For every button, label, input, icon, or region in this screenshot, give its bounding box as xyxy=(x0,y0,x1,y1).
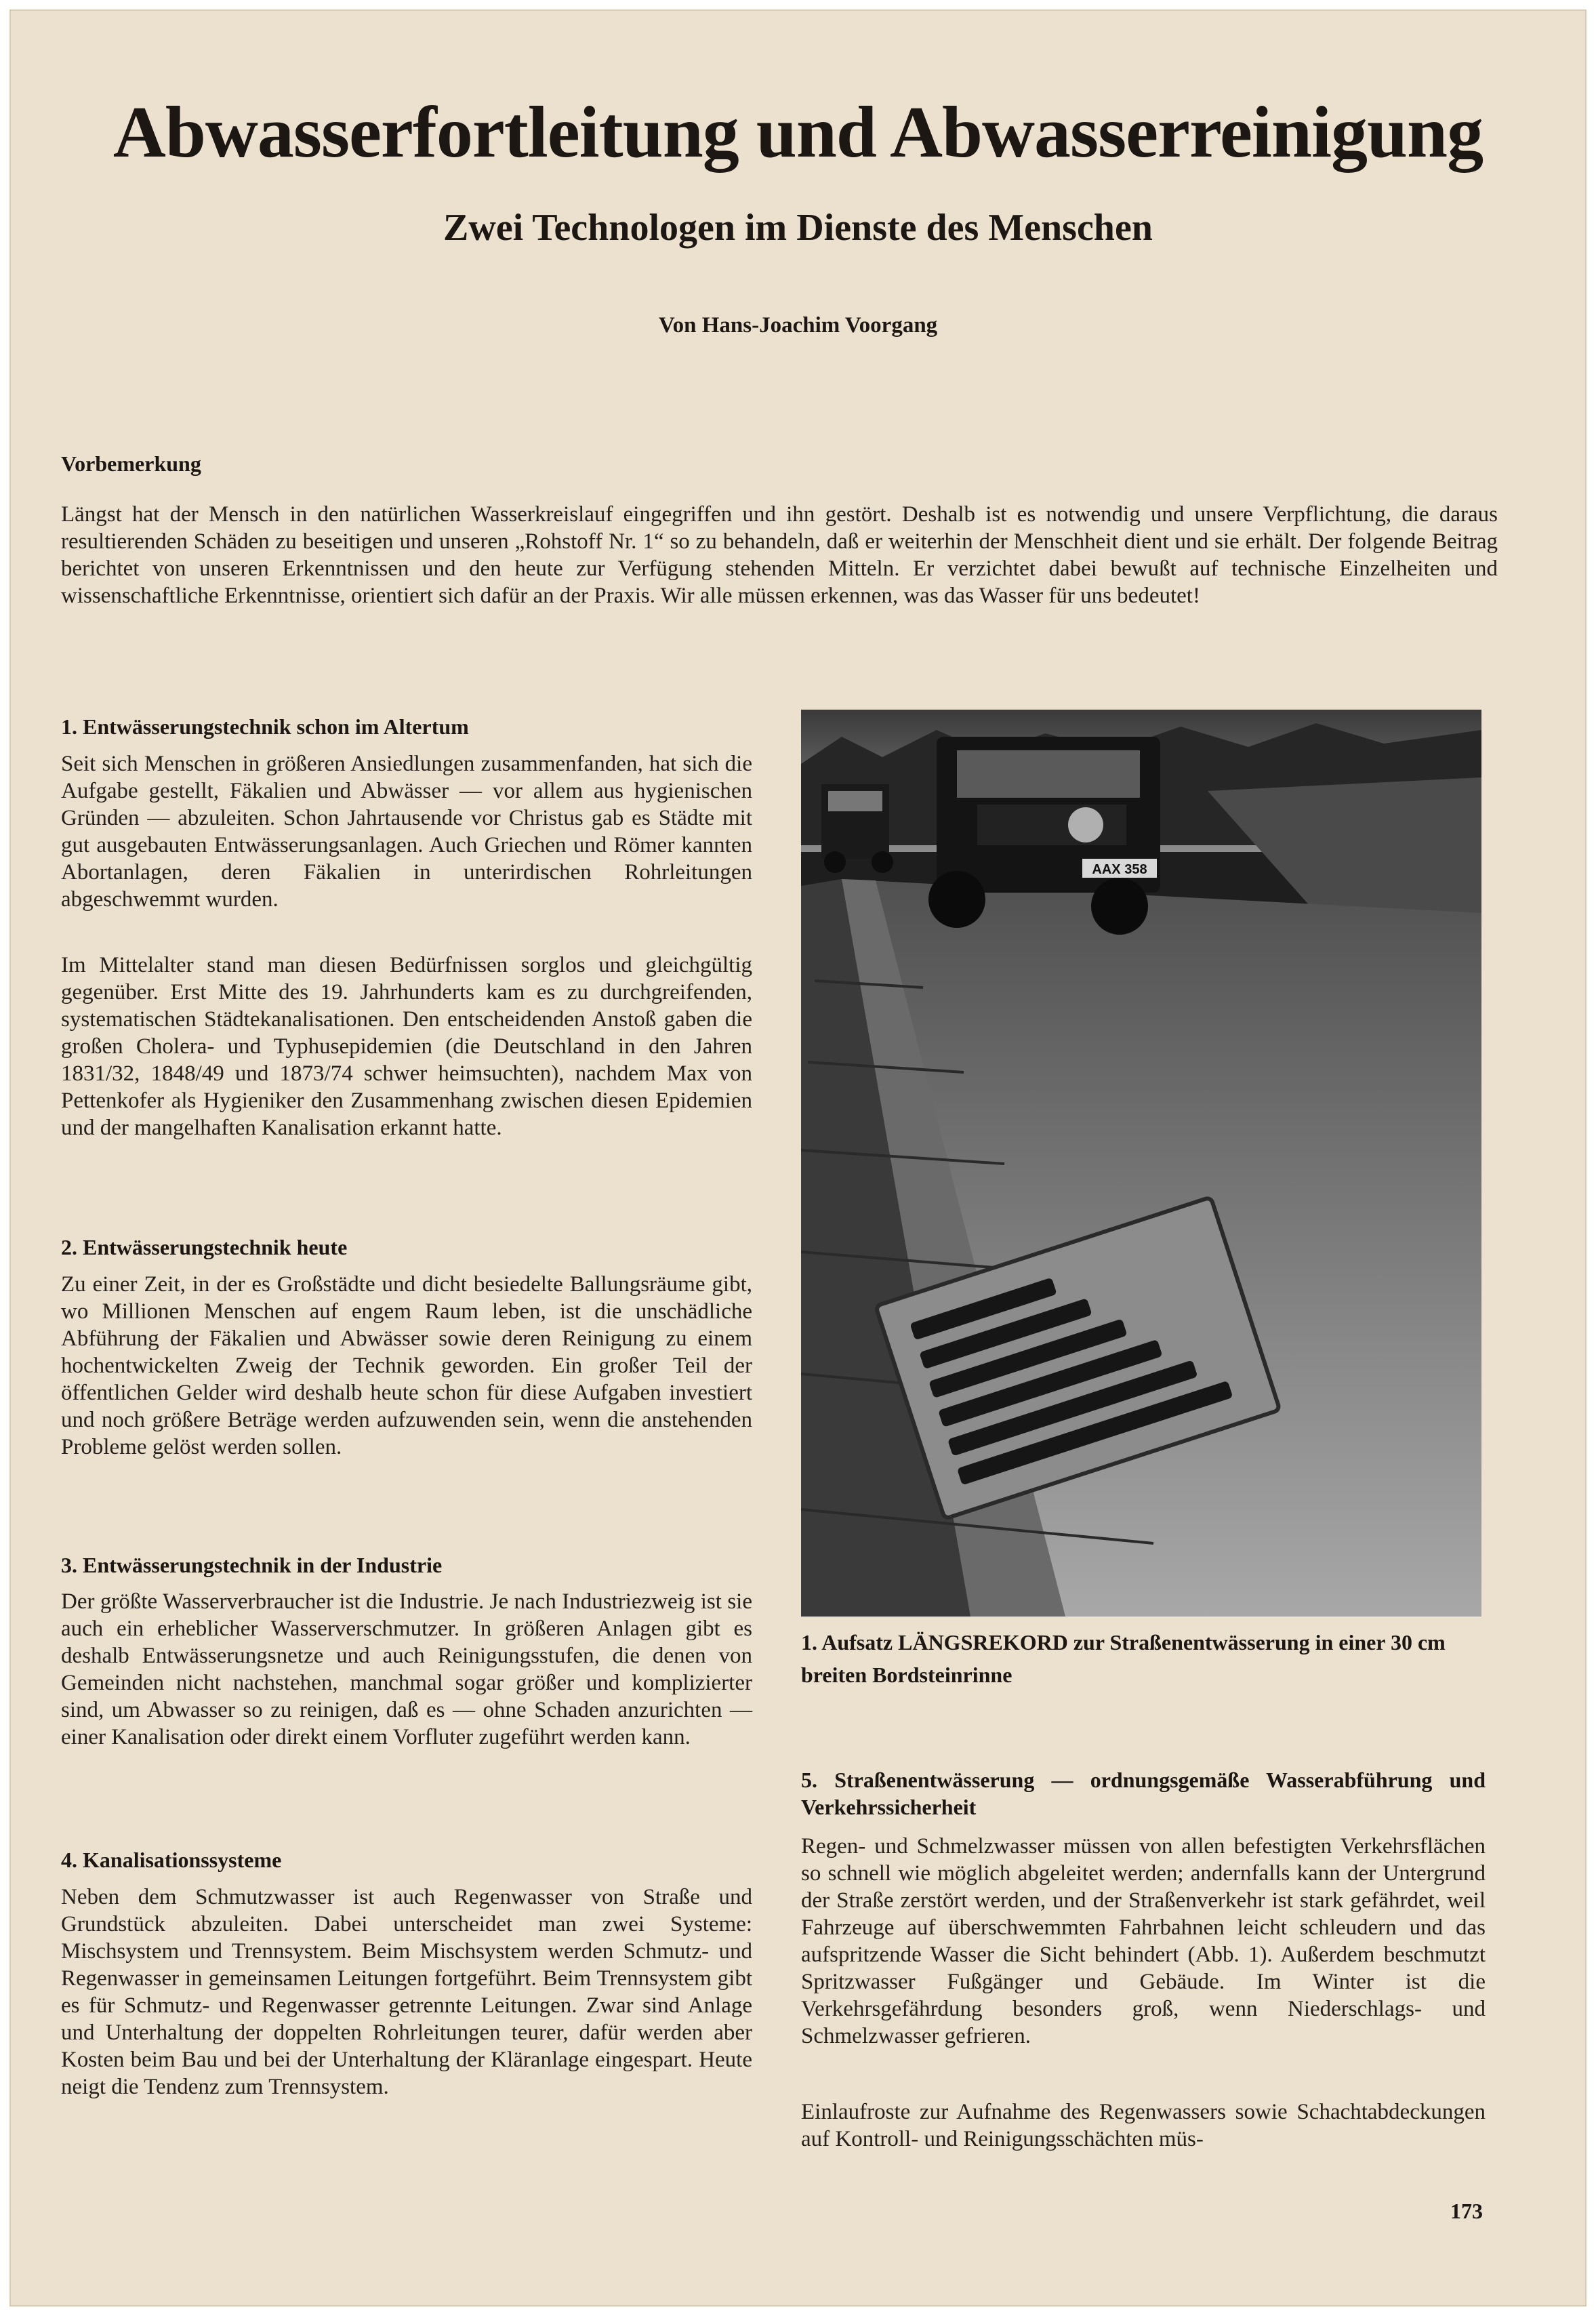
page-number: 173 xyxy=(1450,2199,1483,2223)
section-2-paragraph: Zu einer Zeit, in der es Großstädte und dicht besiedelte Ballungsräume gibt, wo Millionen Menschen auf engem Raum leben, ist die unschädliche Abführung der Fäkalien und Abwässer sowie deren Reinigung zu einem hochentwickelten Zweig der Technik geworden. Ein großer Teil der öffentlichen Gelder wird deshalb heute schon für diese Aufgaben investiert und noch größere Beträge werden aufzuwenden sein, wenn die anstehenden Probleme gelöst werden sollen. xyxy=(61,1272,752,1459)
intro-text: Längst hat der Mensch in den natürlichen Wasserkreislauf eingegriffen und ihn gestört. Deshalb ist es notwendig und unsere Verpflichtung, die daraus resultierenden Schäden zu beseitigen und unseren „Rohstoff Nr. 1“ so zu behandeln, daß er weiterhin der Menschheit dient und sie erhält. Der folgende Beitrag berichtet von unseren Erkenntnissen und den heute zur Verfügung stehenden Mitteln. Er verzichtet dabei bewußt auf technische Einzelheiten und wissenschaftliche Erkenntnisse, orientiert sich dafür an der Praxis. Wir alle müssen erkennen, was das Wasser für uns bedeutet! xyxy=(61,502,1498,608)
section-3-heading: 3. Entwässerungstechnik in der Industrie xyxy=(61,1553,443,1577)
article-author: Von Hans-Joachim Voorgang xyxy=(658,313,938,338)
section-2-heading: 2. Entwässerungstechnik heute xyxy=(61,1235,348,1259)
license-plate-text: AAX 358 xyxy=(1092,862,1147,877)
section-4-paragraph: Neben dem Schmutzwasser ist auch Regenwasser von Straße und Grundstück abzuleiten. Dabei unterscheidet man zwei Systeme: Mischsystem und Trennsystem. Beim Mischsystem werden Schmutz- und Regenwasser in gemeinsamen Leitungen fortgeführt. Beim Trennsystem gibt es für Schmutz- und Regenwasser getrennte Leitungen. Zwar sind Anlage und Unterhaltung der doppelten Rohrleitungen teurer, dafür werden aber Kosten beim Bau und bei der Unterhaltung der Kläranlage eingespart. Heute neigt die Tendenz zum Trennsystem. xyxy=(61,1885,752,2099)
section-5-paragraph-2: Einlaufroste zur Aufnahme des Regenwassers sowie Schachtabdeckungen auf Kontroll- und Reinigungsschächten müs- xyxy=(801,2100,1486,2151)
intro-heading: Vorbemerkung xyxy=(61,451,201,476)
section-3-paragraph: Der größte Wasserverbraucher ist die Industrie. Je nach Industriezweig ist sie auch ein erheblicher Wasserverschmutzer. In größeren Anlagen gibt es deshalb Entwässerungsnetze und auch Reinigungsstufen, die denen von Gemeinden nicht nachstehen, manchmal sogar größer und komplizierter sind, um Abwasser so zu reinigen, daß es — ohne Schaden anzurichten — einer Kanalisation oder direkt einem Vorfluter zugeführt werden kann. xyxy=(61,1589,752,1749)
page-sheet xyxy=(9,9,1587,2307)
section-1-paragraph-2: Im Mittelalter stand man diesen Bedürfnissen sorglos und gleichgültig gegenüber. Erst Mitte des 19. Jahrhunderts kam es zu durchgreifenden, systematischen Städtekanalisationen. Den entscheidenden Anstoß gaben die großen Cholera- und Typhusepidemien (die Deutschland in den Jahren 1831/32, 1848/49 und 1873/74 schwer heimsuchten), nachdem Max von Pettenkofer als Hygieniker den Zusammenhang zwischen diesen Epidemien und der mangelhaften Kanalisation erkannt hatte. xyxy=(61,953,752,1140)
figure-1-caption: 1. Aufsatz LÄNGSREKORD zur Straßenentwässerung in einer 30 cm breiten Bordsteinrinne xyxy=(801,1630,1446,1687)
article-subtitle: Zwei Technologen im Dienste des Menschen xyxy=(443,207,1153,249)
section-5-heading: 5. Straßenentwässerung — ordnungsgemäße Wasserabführung und Verkehrssicherheit xyxy=(801,1768,1486,1819)
section-1-paragraph-1: Seit sich Menschen in größeren Ansiedlungen zusammenfanden, hat sich die Aufgabe gestellt, Fäkalien und Abwässer — vor allem aus hygienischen Gründen — abzuleiten. Schon Jahrtausende vor Christus gab es Städte mit gut ausgebauten Entwässerungsanlagen. Auch Griechen und Römer kannten Abortanlagen, deren Fäkalien in unterirdischen Rohrleitungen abgeschwemmt wurden. xyxy=(61,752,752,912)
figure-1-photo xyxy=(801,710,1481,1617)
street-gully-illustration xyxy=(801,710,1481,1617)
section-5-paragraph-1: Regen- und Schmelzwasser müssen von allen befestigten Verkehrsflächen so schnell wie möglich abgeleitet werden; andernfalls kann der Untergrund der Straße zerstört werden, und der Straßenverkehr ist stark gefährdet, weil Fahrzeuge auf überschwemmten Fahrbahnen leicht schleudern und das aufspritzende Wasser die Sicht behindert (Abb. 1). Außerdem beschmutzt Spritzwasser Fußgänger und Gebäude. Im Winter ist die Verkehrsgefährdung besonders groß, wenn Niederschlags- und Schmelzwasser gefrieren. xyxy=(801,1834,1486,2048)
article-title: Abwasserfortleitung und Abwasserreinigung xyxy=(112,92,1484,173)
section-4-heading: 4. Kanalisationssysteme xyxy=(61,1848,282,1872)
section-1-heading: 1. Entwässerungstechnik schon im Altertum xyxy=(61,714,469,739)
